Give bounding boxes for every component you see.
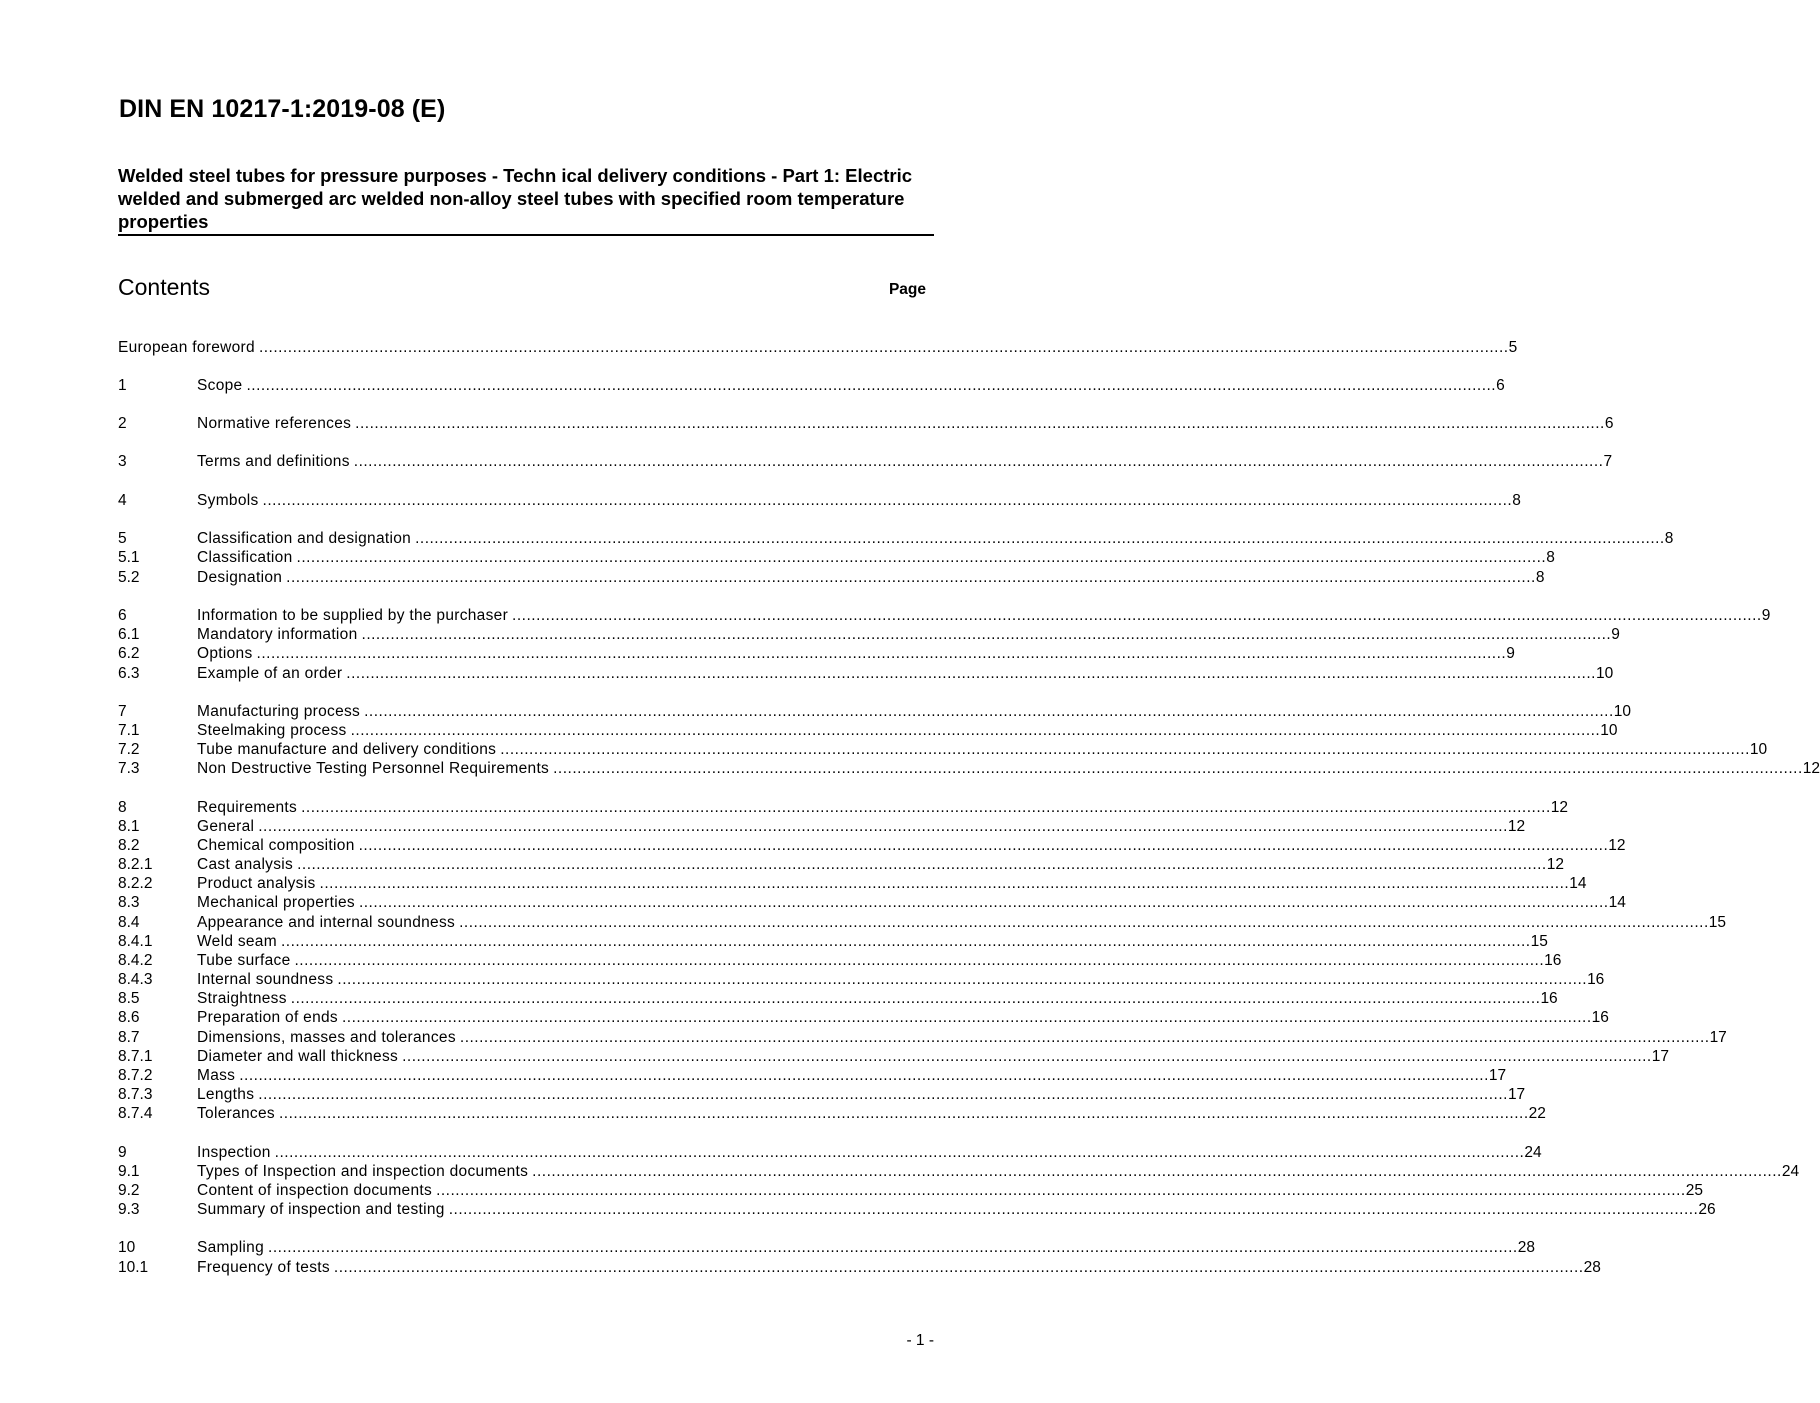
toc-title: Summary of inspection and testing bbox=[197, 1201, 445, 1218]
toc-entry[interactable] bbox=[118, 644, 1515, 664]
toc-leader-dots: .................................................................................................................................................................................................................................................................... bbox=[415, 530, 1665, 547]
toc-title: Mass bbox=[197, 1067, 236, 1084]
toc-page-number: 8 bbox=[1664, 530, 1674, 547]
toc-leader-dots: .................................................................................................................................................................................................................................................................... bbox=[364, 703, 1614, 720]
toc-page-number: 15 bbox=[1708, 914, 1727, 931]
toc-page-number: 12 bbox=[1546, 856, 1564, 873]
toc-page-number: 15 bbox=[1530, 933, 1548, 950]
toc-title: Classification bbox=[197, 549, 293, 566]
toc-number: 8.4.2 bbox=[118, 952, 153, 969]
toc-entry[interactable] bbox=[118, 1143, 1542, 1163]
toc-leader-dots: .................................................................................................................................................................................................................................................................... bbox=[358, 837, 1609, 854]
toc-entry[interactable] bbox=[118, 1162, 1800, 1182]
toc-page-number: 24 bbox=[1781, 1163, 1800, 1180]
toc-title: Non Destructive Testing Personnel Requirements bbox=[197, 760, 550, 777]
toc-title: Tube manufacture and delivery conditions bbox=[197, 741, 497, 758]
toc-entry[interactable] bbox=[118, 759, 1820, 779]
contents-heading: Contents bbox=[118, 274, 211, 300]
toc-leader-dots: .................................................................................................................................................................................................................................................................... bbox=[246, 377, 1497, 394]
toc-leader-dots: .................................................................................................................................................................................................................................................................... bbox=[448, 1201, 1699, 1218]
toc-number: 6.2 bbox=[118, 645, 140, 662]
toc-page-number: 17 bbox=[1488, 1067, 1507, 1084]
toc-entry[interactable] bbox=[118, 1047, 1669, 1067]
toc-entry[interactable] bbox=[118, 414, 1614, 434]
toc-title: Classification and designation bbox=[197, 530, 412, 547]
toc-entry[interactable] bbox=[118, 721, 1618, 741]
toc-title: Chemical composition bbox=[197, 837, 355, 854]
toc-entry[interactable] bbox=[118, 874, 1587, 894]
toc-number: 8.2.2 bbox=[118, 875, 153, 892]
toc-number: 9 bbox=[118, 1144, 127, 1161]
toc-entry[interactable] bbox=[118, 568, 1545, 588]
toc-number: 8.4.1 bbox=[118, 933, 153, 950]
toc-title: Requirements bbox=[197, 799, 298, 816]
toc-page-number: 28 bbox=[1517, 1239, 1535, 1256]
toc-page-number: 10 bbox=[1749, 741, 1768, 758]
toc-page-number: 8 bbox=[1535, 569, 1545, 586]
toc-number: 4 bbox=[118, 492, 127, 509]
toc-leader-dots: .................................................................................................................................................................................................................................................................... bbox=[258, 818, 1508, 835]
page-column-label: Page bbox=[888, 281, 926, 298]
toc-leader-dots: .................................................................................................................................................................................................................................................................... bbox=[512, 607, 1762, 624]
toc-number: 8.7 bbox=[118, 1029, 140, 1046]
toc-leader-dots: .................................................................................................................................................................................................................................................................... bbox=[296, 549, 1547, 566]
toc-page-number: 5 bbox=[1508, 339, 1518, 356]
toc-title: Lengths bbox=[197, 1086, 255, 1103]
toc-page-number: 8 bbox=[1546, 549, 1555, 566]
toc-entry[interactable] bbox=[118, 1200, 1716, 1220]
toc-number: 8.5 bbox=[118, 990, 140, 1007]
toc-page-number: 12 bbox=[1550, 799, 1569, 816]
toc-title: Designation bbox=[197, 569, 283, 586]
toc-title: Internal soundness bbox=[197, 971, 334, 988]
toc-number: 9.1 bbox=[118, 1163, 140, 1180]
toc-entry[interactable] bbox=[118, 836, 1626, 856]
toc-number: 10 bbox=[118, 1239, 136, 1256]
toc-number: 6.1 bbox=[118, 626, 140, 643]
toc-entry[interactable] bbox=[118, 376, 1505, 396]
toc-page-number: 16 bbox=[1587, 971, 1605, 988]
toc-page-number: 16 bbox=[1544, 952, 1562, 969]
toc-title: Straightness bbox=[197, 990, 287, 1007]
toc-leader-dots: .................................................................................................................................................................................................................................................................... bbox=[301, 799, 1551, 816]
toc-entry[interactable] bbox=[118, 606, 1771, 626]
toc-number: 8.3 bbox=[118, 894, 140, 911]
toc-title: Sampling bbox=[197, 1239, 265, 1256]
toc-entry[interactable] bbox=[118, 1085, 1526, 1105]
toc-entry[interactable] bbox=[118, 702, 1632, 722]
toc-title: Symbols bbox=[197, 492, 259, 509]
toc-number: 5 bbox=[118, 530, 127, 547]
toc-page-number: 9 bbox=[1761, 607, 1771, 624]
toc-entry[interactable] bbox=[118, 913, 1727, 933]
toc-page-number: 16 bbox=[1540, 990, 1558, 1007]
toc-title: Information to be supplied by the purchaser bbox=[197, 607, 509, 624]
toc-leader-dots: .................................................................................................................................................................................................................................................................... bbox=[286, 569, 1536, 586]
toc-title: Inspection bbox=[197, 1144, 271, 1161]
toc-entry[interactable] bbox=[118, 491, 1521, 511]
toc-number: 8.6 bbox=[118, 1009, 140, 1026]
toc-title: Product analysis bbox=[197, 875, 316, 892]
toc-leader-dots: .................................................................................................................................................................................................................................................................... bbox=[358, 894, 1609, 911]
toc-number: 1 bbox=[118, 377, 127, 394]
toc-number: 7 bbox=[118, 703, 127, 720]
toc-title: Scope bbox=[197, 377, 243, 394]
toc-page-number: 8 bbox=[1512, 492, 1521, 509]
toc-title: Types of Inspection and inspection documents bbox=[197, 1163, 529, 1180]
toc-leader-dots: .................................................................................................................................................................................................................................................................... bbox=[361, 626, 1612, 643]
toc-page-number: 7 bbox=[1603, 453, 1613, 470]
toc-title: Terms and definitions bbox=[197, 453, 350, 470]
toc-page-number: 14 bbox=[1608, 894, 1626, 911]
toc-leader-dots: .................................................................................................................................................................................................................................................................... bbox=[262, 492, 1513, 509]
toc-title: Options bbox=[197, 645, 253, 662]
toc-number: 8.7.1 bbox=[118, 1048, 153, 1065]
toc-leader-dots: .................................................................................................................................................................................................................................................................... bbox=[294, 952, 1545, 969]
toc-leader-dots: .................................................................................................................................................................................................................................................................... bbox=[459, 914, 1709, 931]
toc-number: 2 bbox=[118, 415, 127, 432]
toc-number: 6 bbox=[118, 607, 127, 624]
toc-title: Steelmaking process bbox=[197, 722, 347, 739]
toc-entry[interactable] bbox=[118, 1028, 1727, 1048]
toc-entry[interactable] bbox=[118, 970, 1605, 990]
page-number: - 1 - bbox=[906, 1332, 934, 1349]
toc-entry[interactable] bbox=[118, 855, 1564, 875]
toc-leader-dots: .................................................................................................................................................................................................................................................................... bbox=[500, 741, 1750, 758]
toc-page-number: 12 bbox=[1802, 760, 1820, 777]
toc-number: 8.4 bbox=[118, 914, 140, 931]
toc-page-number: 16 bbox=[1591, 1009, 1609, 1026]
toc-entry[interactable] bbox=[118, 893, 1626, 913]
toc-page-number: 17 bbox=[1507, 1086, 1526, 1103]
toc-page-number: 12 bbox=[1608, 837, 1626, 854]
toc-page-number: 22 bbox=[1528, 1105, 1546, 1122]
toc-leader-dots: .................................................................................................................................................................................................................................................................... bbox=[268, 1239, 1518, 1256]
toc-page-number: 12 bbox=[1507, 818, 1526, 835]
toc-entry[interactable] bbox=[118, 1238, 1535, 1258]
toc-leader-dots: .................................................................................................................................................................................................................................................................... bbox=[256, 645, 1507, 662]
toc-entry[interactable] bbox=[118, 1181, 1703, 1201]
toc-leader-dots: .................................................................................................................................................................................................................................................................... bbox=[290, 990, 1541, 1007]
toc-entry[interactable] bbox=[118, 338, 1518, 358]
toc-entry[interactable] bbox=[118, 932, 1548, 952]
toc-number: 8.2.1 bbox=[118, 856, 153, 873]
toc-title: Preparation of ends bbox=[197, 1009, 338, 1026]
toc-title: Cast analysis bbox=[197, 856, 294, 873]
toc-title: Dimensions, masses and tolerances bbox=[197, 1029, 456, 1046]
toc-leader-dots: .................................................................................................................................................................................................................................................................... bbox=[258, 339, 1509, 356]
toc-title: Weld seam bbox=[197, 933, 277, 950]
toc-page-number: 28 bbox=[1583, 1259, 1601, 1276]
toc-entry[interactable] bbox=[118, 452, 1613, 472]
toc-title: Tolerances bbox=[197, 1105, 275, 1122]
toc-leader-dots: .................................................................................................................................................................................................................................................................... bbox=[402, 1048, 1652, 1065]
toc-number: 10.1 bbox=[118, 1259, 149, 1276]
toc-number: 7.2 bbox=[118, 741, 140, 758]
toc-page-number: 26 bbox=[1698, 1201, 1716, 1218]
toc-page-number: 9 bbox=[1611, 626, 1620, 643]
toc-number: 7.1 bbox=[118, 722, 140, 739]
toc-page-number: 6 bbox=[1604, 415, 1614, 432]
toc-number: 8.7.2 bbox=[118, 1067, 153, 1084]
toc-number: 3 bbox=[118, 453, 127, 470]
toc-title: Tube surface bbox=[197, 952, 291, 969]
toc-title: Normative references bbox=[197, 415, 352, 432]
document-title: Welded steel tubes for pressure purposes - Techn ical delivery conditions - Part 1: Electric welded and submerged arc welded non-alloy steel tubes with specified room temperature properties bbox=[118, 164, 934, 236]
toc-entry[interactable] bbox=[118, 798, 1569, 818]
toc-leader-dots: .................................................................................................................................................................................................................................................................... bbox=[436, 1182, 1686, 1199]
toc-entry[interactable] bbox=[118, 548, 1555, 568]
toc-number: 8 bbox=[118, 799, 127, 816]
toc-number: 8.4.3 bbox=[118, 971, 153, 988]
toc-number: 8.7.3 bbox=[118, 1086, 153, 1103]
toc-entry[interactable] bbox=[118, 1066, 1507, 1086]
toc-entry[interactable] bbox=[118, 817, 1526, 837]
toc-leader-dots: .................................................................................................................................................................................................................................................................... bbox=[337, 971, 1588, 988]
toc-leader-dots: .................................................................................................................................................................................................................................................................... bbox=[553, 760, 1803, 777]
toc-page-number: 10 bbox=[1600, 722, 1618, 739]
toc-number: 6.3 bbox=[118, 665, 140, 682]
toc-page-number: 10 bbox=[1595, 665, 1614, 682]
toc-title: Frequency of tests bbox=[197, 1259, 330, 1276]
toc-page-number: 25 bbox=[1685, 1182, 1703, 1199]
toc-number: 5.2 bbox=[118, 569, 140, 586]
toc-entry[interactable] bbox=[118, 529, 1674, 549]
toc-leader-dots: .................................................................................................................................................................................................................................................................... bbox=[341, 1009, 1592, 1026]
toc-number: 9.3 bbox=[118, 1201, 140, 1218]
toc-title: European foreword bbox=[118, 339, 255, 356]
toc-leader-dots: .................................................................................................................................................................................................................................................................... bbox=[278, 1105, 1529, 1122]
toc-entry[interactable] bbox=[118, 625, 1620, 645]
toc-number: 5.1 bbox=[118, 549, 140, 566]
toc-leader-dots: .................................................................................................................................................................................................................................................................... bbox=[350, 722, 1601, 739]
toc-leader-dots: .................................................................................................................................................................................................................................................................... bbox=[274, 1144, 1525, 1161]
toc-page-number: 9 bbox=[1506, 645, 1515, 662]
toc-leader-dots: .................................................................................................................................................................................................................................................................... bbox=[346, 665, 1596, 682]
toc-page-number: 14 bbox=[1569, 875, 1587, 892]
toc-entry[interactable] bbox=[118, 951, 1562, 971]
toc-leader-dots: .................................................................................................................................................................................................................................................................... bbox=[459, 1029, 1710, 1046]
toc-entry[interactable] bbox=[118, 1258, 1601, 1278]
toc-entry[interactable] bbox=[118, 664, 1614, 684]
toc-title: Diameter and wall thickness bbox=[197, 1048, 399, 1065]
toc-title: Example of an order bbox=[197, 665, 343, 682]
toc-title: Mandatory information bbox=[197, 626, 358, 643]
toc-leader-dots: .................................................................................................................................................................................................................................................................... bbox=[297, 856, 1547, 873]
toc-number: 8.1 bbox=[118, 818, 140, 835]
toc-entry[interactable] bbox=[118, 989, 1558, 1009]
toc-number: 9.2 bbox=[118, 1182, 140, 1199]
toc-leader-dots: .................................................................................................................................................................................................................................................................... bbox=[353, 453, 1604, 470]
toc-leader-dots: .................................................................................................................................................................................................................................................................... bbox=[319, 875, 1570, 892]
toc-title: Mechanical properties bbox=[197, 894, 355, 911]
toc-page-number: 24 bbox=[1524, 1144, 1542, 1161]
toc-title: Content of inspection documents bbox=[197, 1182, 433, 1199]
toc-leader-dots: .................................................................................................................................................................................................................................................................... bbox=[280, 933, 1531, 950]
toc-leader-dots: .................................................................................................................................................................................................................................................................... bbox=[239, 1067, 1489, 1084]
toc-title: Appearance and internal soundness bbox=[197, 914, 456, 931]
document-id: DIN EN 10217-1:2019-08 (E) bbox=[119, 95, 446, 123]
toc-page-number: 10 bbox=[1613, 703, 1632, 720]
toc-page-number: 17 bbox=[1651, 1048, 1669, 1065]
toc-entry[interactable] bbox=[118, 1104, 1546, 1124]
toc-page-number: 17 bbox=[1709, 1029, 1727, 1046]
toc-entry[interactable] bbox=[118, 740, 1768, 760]
toc-leader-dots: .................................................................................................................................................................................................................................................................... bbox=[333, 1259, 1584, 1276]
toc-leader-dots: .................................................................................................................................................................................................................................................................... bbox=[532, 1163, 1782, 1180]
toc-entry[interactable] bbox=[118, 1008, 1609, 1028]
toc-number: 8.7.4 bbox=[118, 1105, 153, 1122]
toc-page-number: 6 bbox=[1496, 377, 1505, 394]
toc-number: 7.3 bbox=[118, 760, 140, 777]
toc-leader-dots: .................................................................................................................................................................................................................................................................... bbox=[355, 415, 1605, 432]
toc-title: General bbox=[197, 818, 255, 835]
toc-leader-dots: .................................................................................................................................................................................................................................................................... bbox=[258, 1086, 1508, 1103]
toc-title: Manufacturing process bbox=[197, 703, 361, 720]
toc-number: 8.2 bbox=[118, 837, 140, 854]
